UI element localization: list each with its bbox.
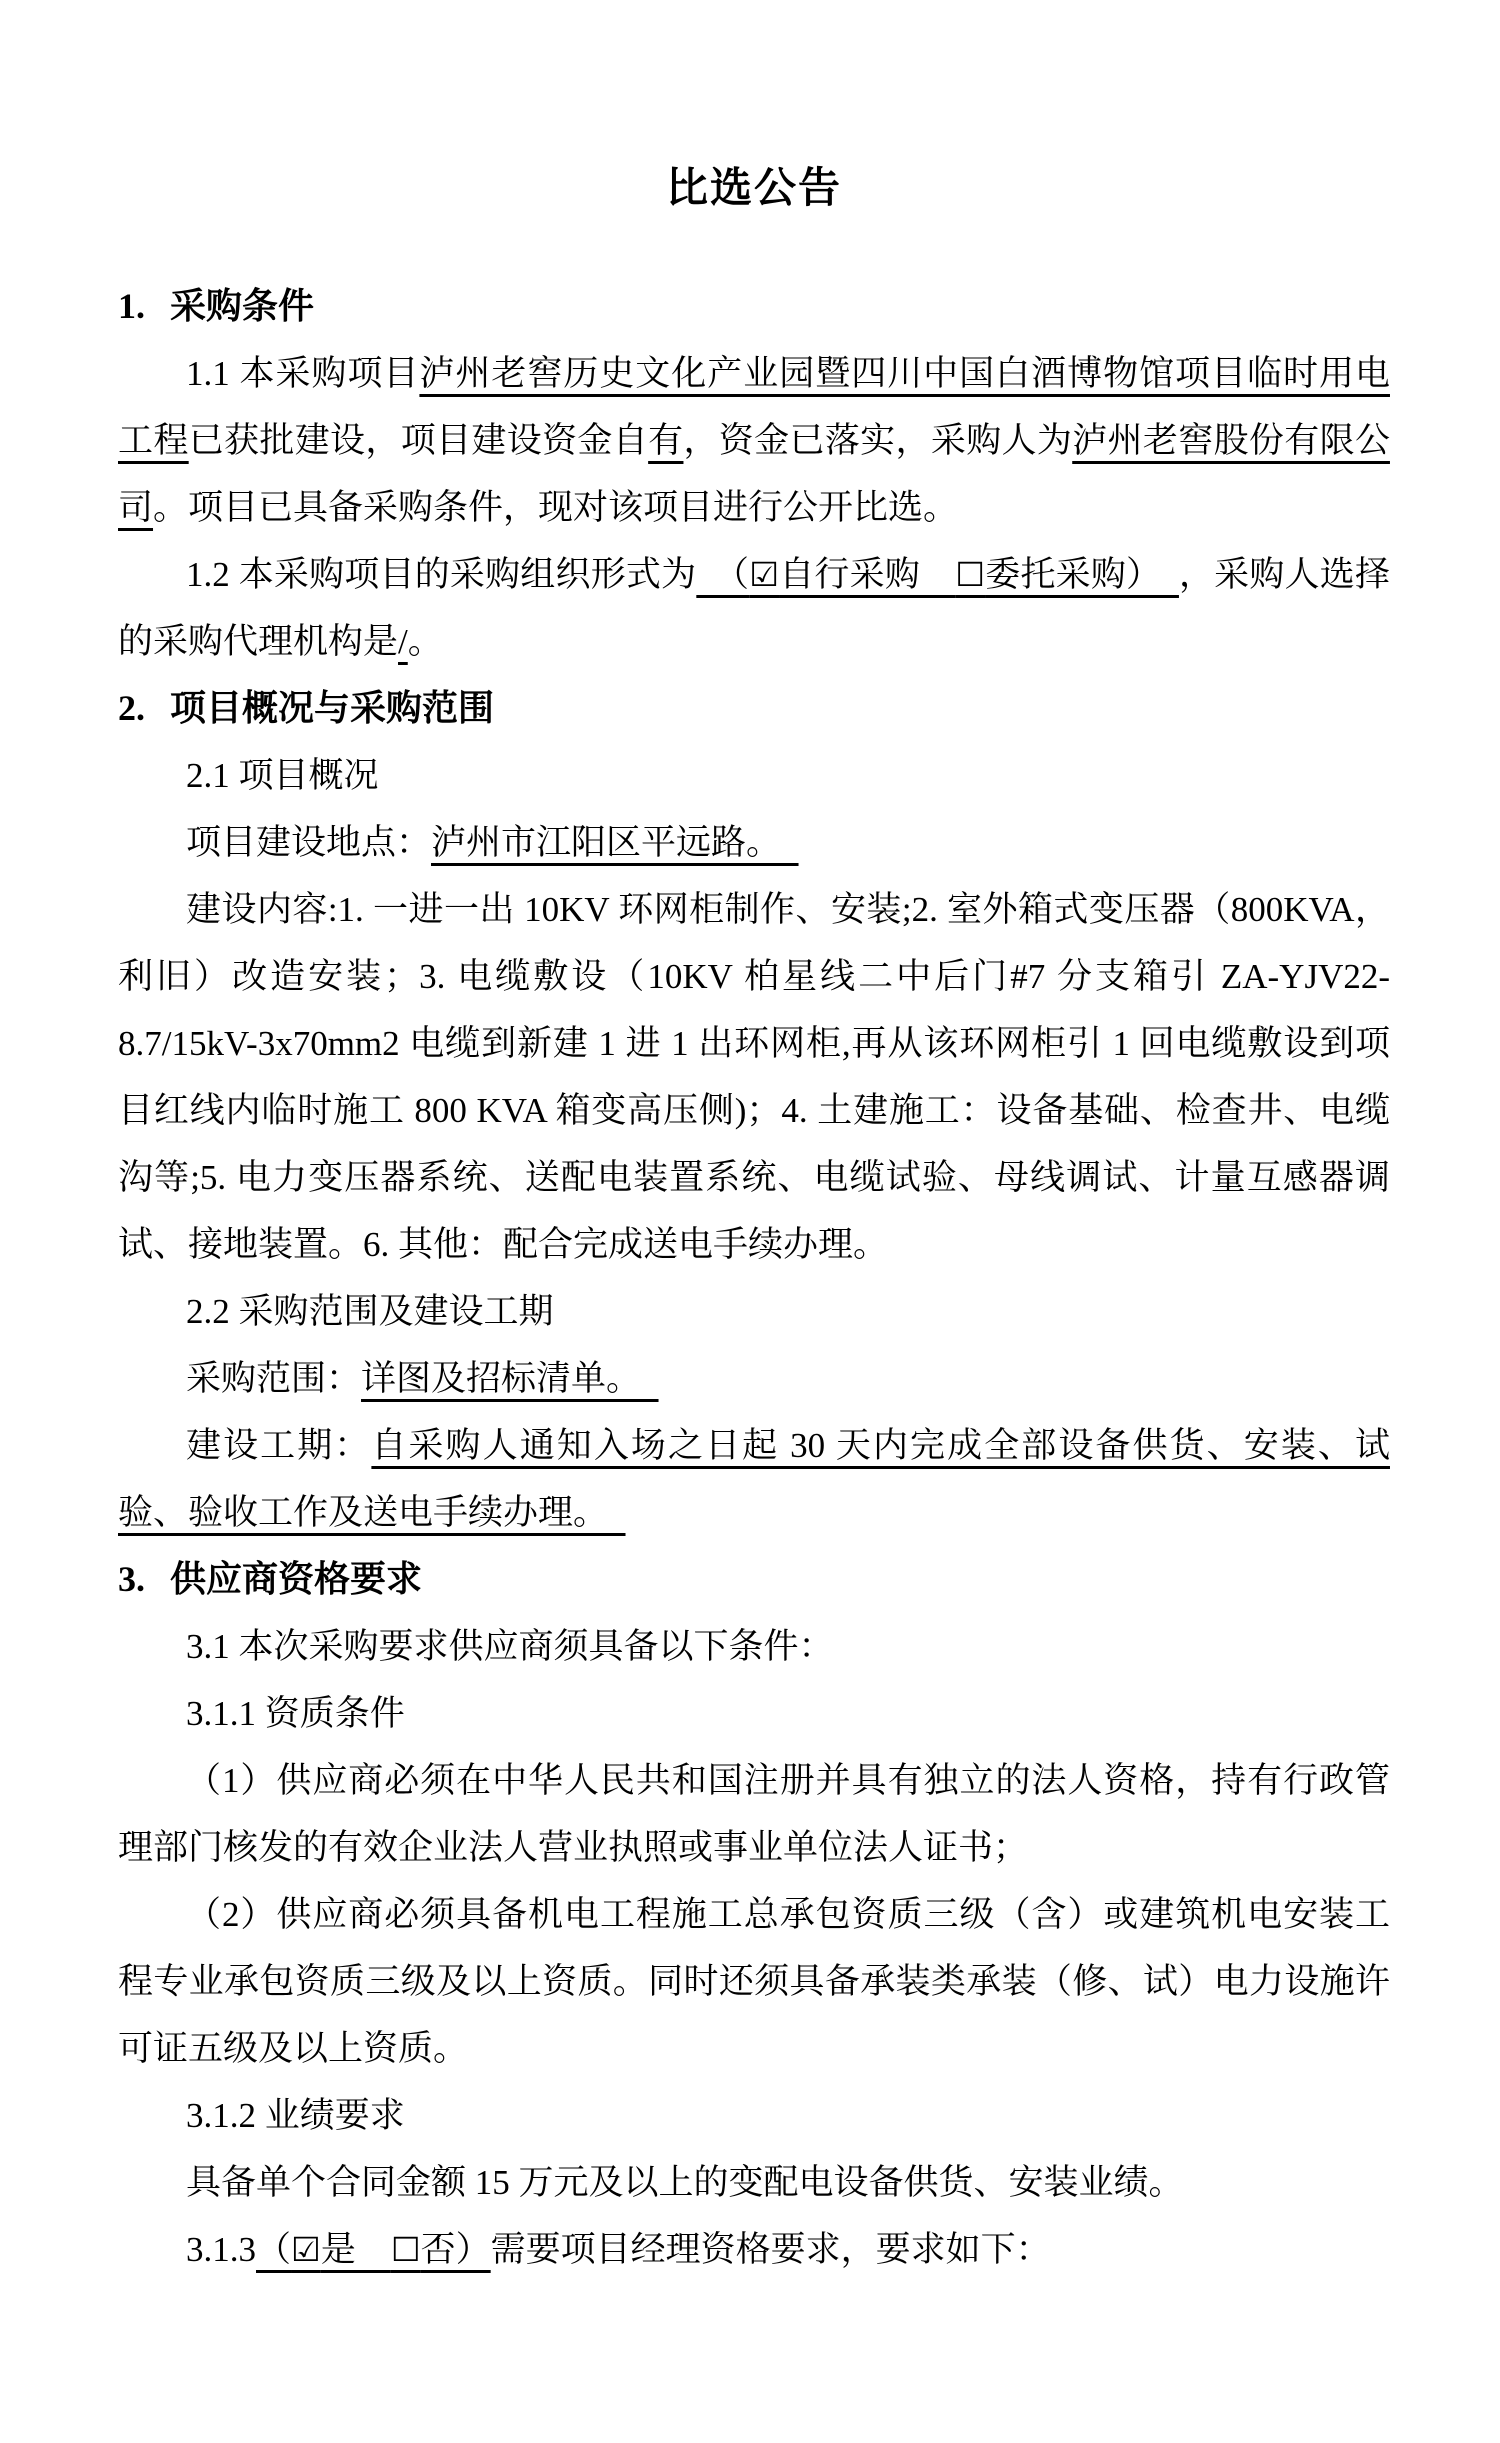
section-2-heading — [118, 675, 1390, 742]
p1-2-procurement-form-underlined — [696, 555, 1179, 594]
paragraph-2-2: 2.2 采购范围及建设工期 — [186, 1292, 554, 1331]
p1-2-option-delegate: 委托采购） — [985, 555, 1179, 594]
p1-1-mid1: 已获批建设，项目建设资金自 — [188, 421, 649, 460]
paragraph-qualification-2: （2）供应商必须具备机电工程施工总承包资质三级（含）或建筑机电安装工程专业承包资质三级及以上资质。同时还须具备承装类承装（修、试）电力设施许可证五级及以上资质。 — [118, 1895, 1390, 2068]
p3-1-3-yes-no-underlined — [256, 2230, 491, 2269]
p1-2-mid: ，采购人选择的采购代理机构是 — [118, 555, 1390, 661]
period-value-underlined: 自采购人通知入场之日起 30 天内完成全部设备供货、安装、试验、验收工作及送电手续办理。 — [118, 1426, 1390, 1532]
scope-label: 采购范围： — [186, 1359, 362, 1398]
p1-1-fund-underlined: 有 — [648, 421, 684, 460]
scope-value-underlined: 详图及招标清单。 — [361, 1359, 659, 1398]
p3-1-3-tail: 需要项目经理资格要求，要求如下： — [490, 2230, 1051, 2269]
paragraph-performance: 具备单个合同金额 15 万元及以上的变配电设备供货、安装业绩。 — [186, 2163, 1184, 2202]
section-2-number: 2. — [118, 688, 145, 728]
p3-1-3-lead: 3.1.3 — [186, 2230, 256, 2269]
p1-1-mid2: ，资金已落实，采购人为 — [683, 421, 1073, 460]
p1-2-open-paren: （ — [696, 555, 750, 594]
section-2-title: 项目概况与采购范围 — [170, 688, 495, 728]
p1-2-lead: 1.2 本采购项目的采购组织形式为 — [186, 555, 697, 594]
section-1-number: 1. — [118, 286, 145, 326]
paragraph-3-1-2: 3.1.2 业绩要求 — [186, 2096, 405, 2135]
checkbox-checked-icon: ☑ — [291, 2230, 321, 2269]
p1-1-tail: 。项目已具备采购条件，现对该项目进行公开比选。 — [153, 488, 959, 527]
p3-1-3-yes: 是 — [320, 2230, 391, 2269]
section-3-heading — [118, 1546, 1390, 1613]
paragraph-1-1 — [118, 340, 1390, 541]
checkbox-checked-icon: ☑ — [749, 555, 780, 594]
paragraph-period — [118, 1412, 1390, 1546]
location-value-underlined: 泸州市江阳区平远路。 — [431, 823, 799, 862]
p1-2-option-self: 自行采购 — [779, 555, 956, 594]
checkbox-unchecked-icon: ☐ — [390, 2230, 421, 2269]
document-title: 比选公告 — [665, 166, 842, 212]
section-1-title: 采购条件 — [170, 286, 315, 326]
p1-1-buyer-underlined: 泸州老窖股份有限公司 — [118, 421, 1390, 527]
p1-1-project-name-underlined: 泸州老窖历史文化产业园暨四川中国白酒博物馆项目临时用电工程 — [118, 354, 1390, 460]
location-label: 项目建设地点： — [186, 823, 432, 862]
checkbox-unchecked-icon: ☐ — [955, 555, 986, 594]
paragraph-1-2 — [118, 541, 1390, 675]
p1-2-agency-slash-underlined: / — [398, 622, 408, 661]
paragraph-3-1-3 — [118, 2216, 1390, 2283]
section-3-number: 3. — [118, 1559, 145, 1599]
section-1-heading — [118, 273, 1390, 340]
paragraph-qualification-1: （1）供应商必须在中华人民共和国注册并具有独立的法人资格，持有行政管理部门核发的有效企业法人营业执照或事业单位法人证书； — [118, 1761, 1390, 1867]
period-label: 建设工期： — [186, 1426, 372, 1465]
section-3-title: 供应商资格要求 — [170, 1559, 423, 1599]
p1-2-tail: 。 — [407, 622, 443, 661]
paragraph-construction-content: 建设内容:1. 一进一出 10KV 环网柜制作、安装;2. 室外箱式变压器（800KVA，利旧）改造安装；3. 电缆敷设（10KV 柏星线二中后门#7 分支箱引 ZA-YJV22-8.7/15kV-3x70mm2 电缆到新建 1 进 1 出环网柜,再从该环网柜引 1 回电缆敷设到项目红线内临时施工 800 KVA 箱变高压侧)；4. 土建施工：设备基础、检查井、电缆沟等;5. 电力变压器系统、送配电装置系统、电缆试验、母线调试、计量互感器调试、接地装置。6. 其他：配合完成送电手续办理。 — [118, 890, 1390, 1264]
p1-1-lead: 1.1 本采购项目 — [186, 354, 420, 393]
paragraph-location — [118, 809, 1390, 876]
paragraph-3-1-1: 3.1.1 资质条件 — [186, 1694, 405, 1733]
paragraph-2-1: 2.1 项目概况 — [186, 756, 379, 795]
paragraph-3-1: 3.1 本次采购要求供应商须具备以下条件： — [186, 1627, 834, 1666]
paragraph-scope — [118, 1345, 1390, 1412]
p3-1-3-open-paren: （ — [256, 2230, 292, 2269]
p3-1-3-no: 否） — [420, 2230, 491, 2269]
